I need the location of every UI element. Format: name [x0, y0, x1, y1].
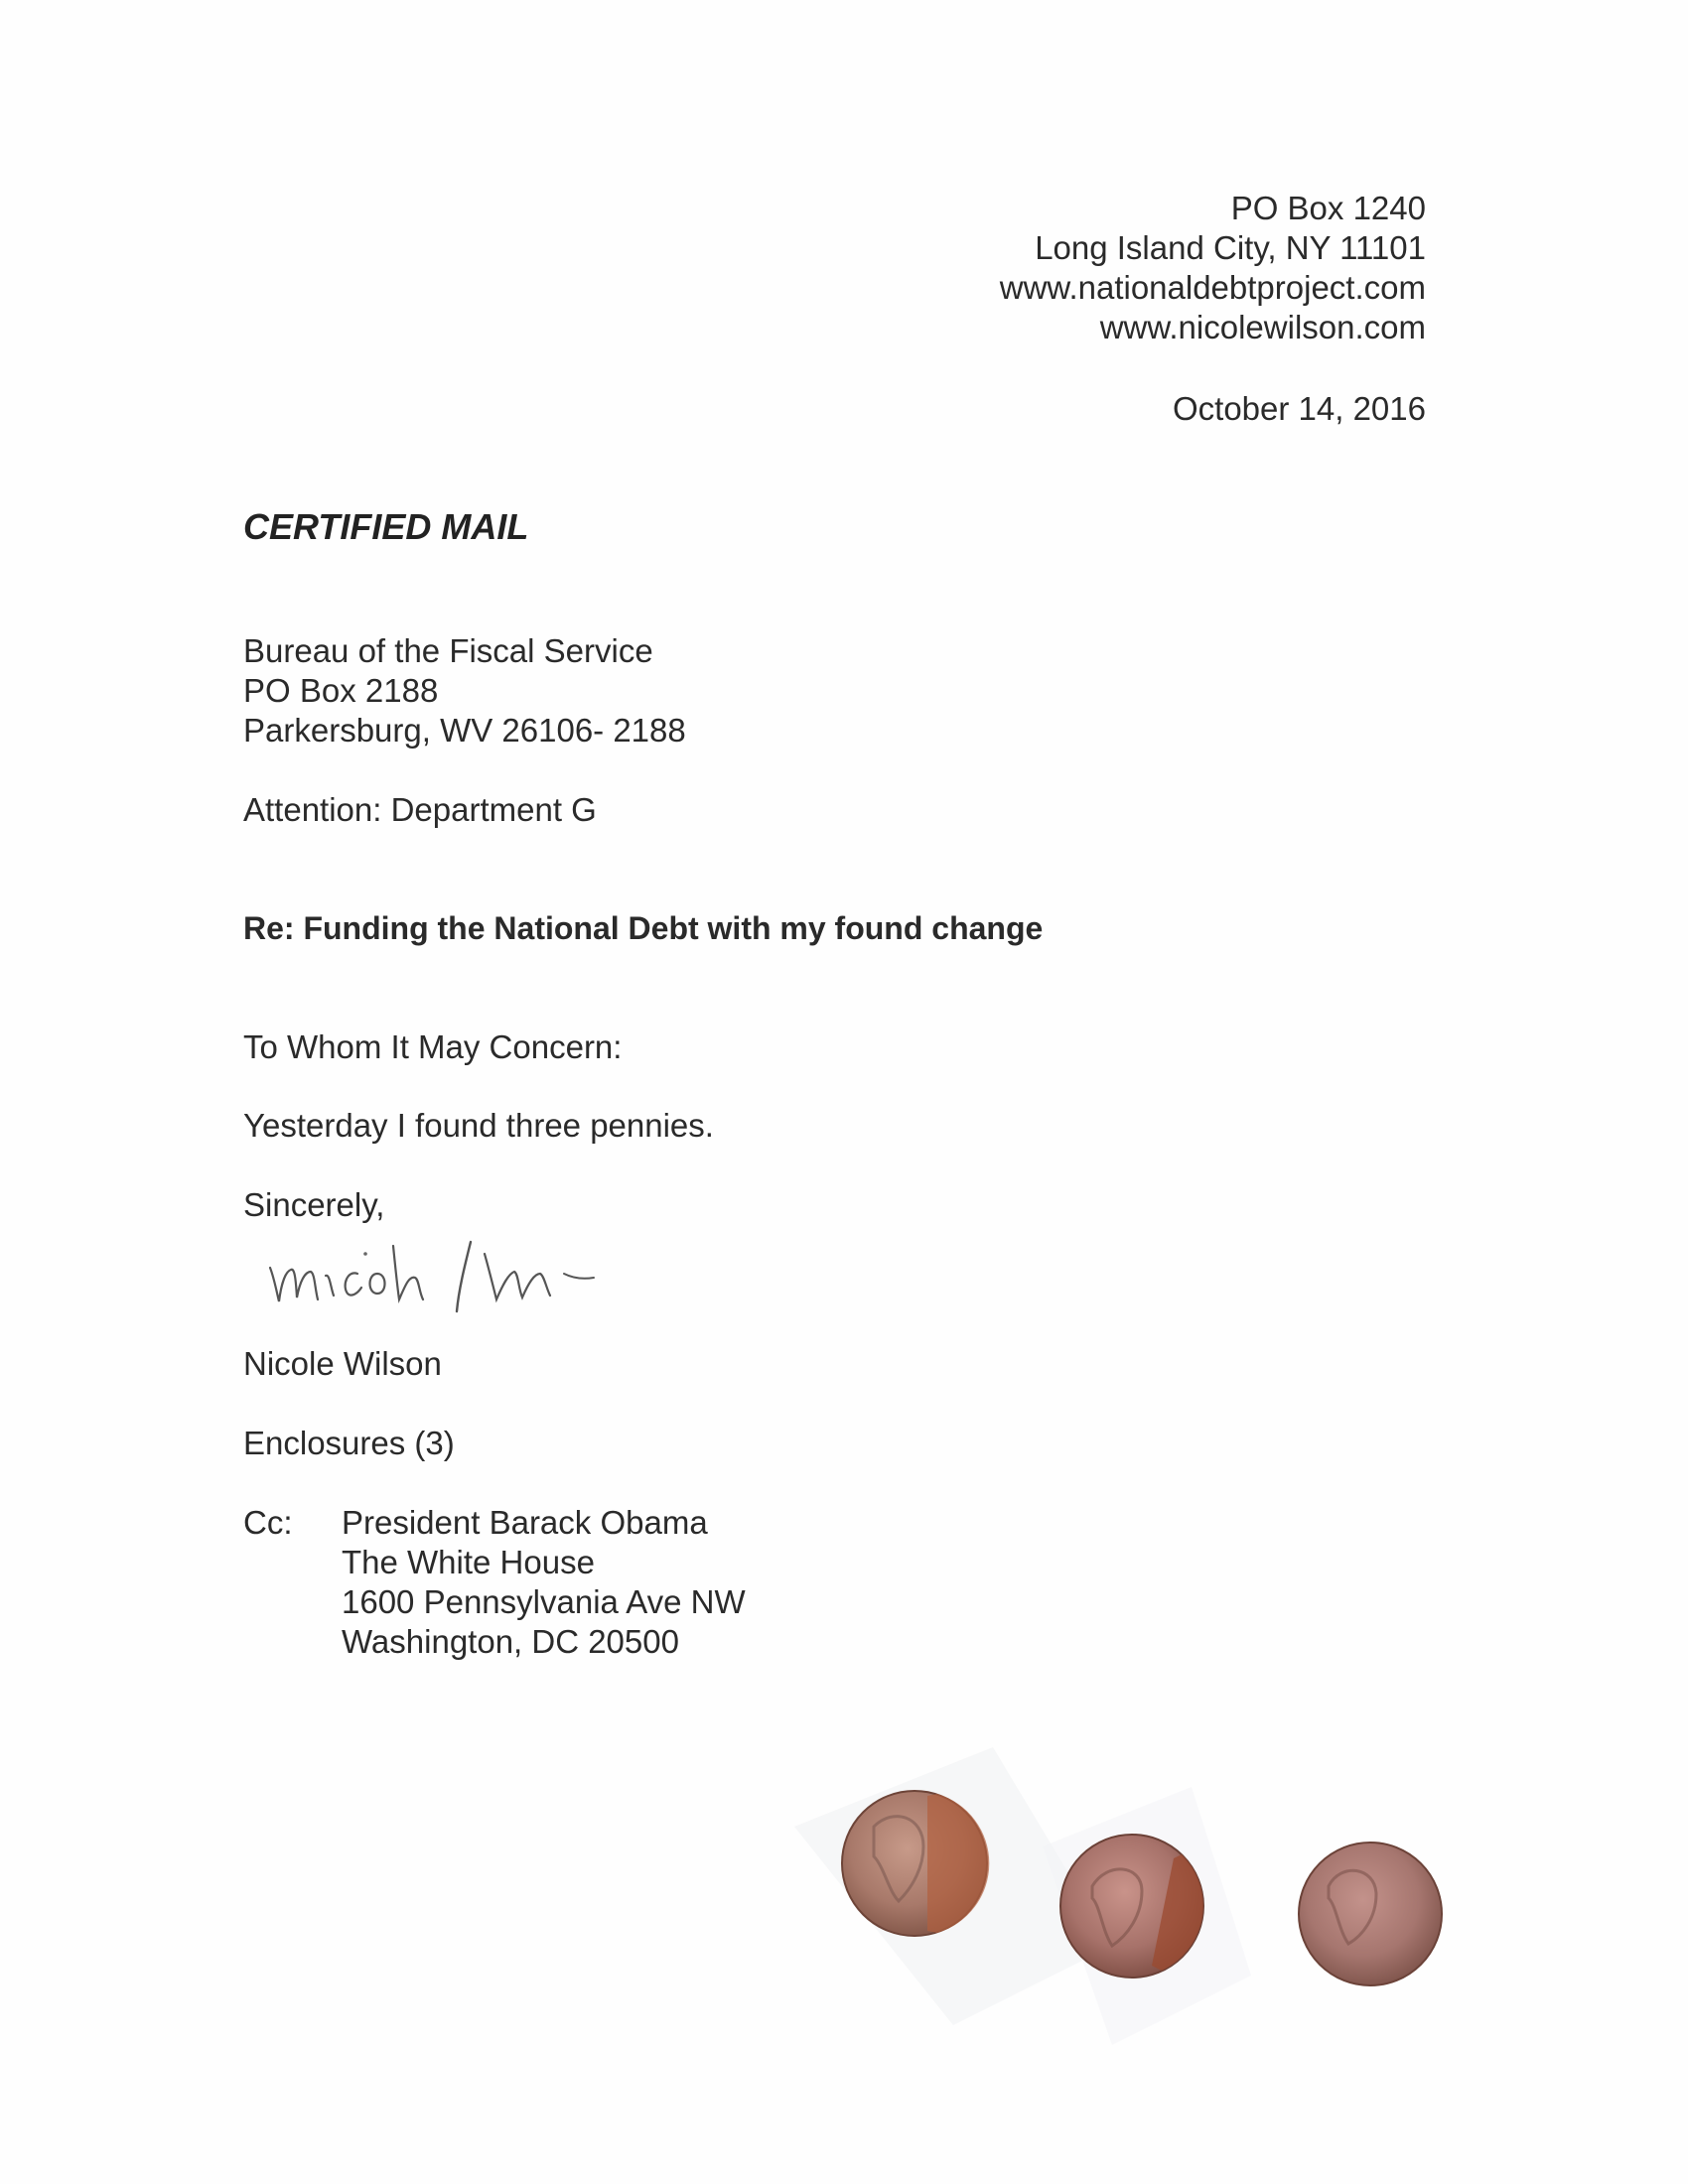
closing: Sincerely, [243, 1186, 385, 1223]
penny-3 [1299, 1843, 1442, 1985]
recipient-line: Parkersburg, WV 26106- 2188 [243, 712, 686, 749]
cc-line: 1600 Pennsylvania Ave NW [342, 1583, 746, 1620]
penny-2 [1060, 1835, 1203, 1978]
enclosures-line: Enclosures (3) [243, 1425, 455, 1461]
handwritten-signature [260, 1216, 697, 1325]
letter-body: Yesterday I found three pennies. [243, 1107, 714, 1144]
return-address [1000, 189, 1426, 347]
return-address-line: Long Island City, NY 11101 [1035, 229, 1426, 266]
subject-line: Re: Funding the National Debt with my found change [243, 910, 1044, 946]
letter-date: October 14, 2016 [1172, 390, 1426, 427]
cc-label: Cc: [243, 1504, 293, 1541]
penny-1 [842, 1791, 989, 1936]
recipient-line: Bureau of the Fiscal Service [243, 632, 653, 669]
return-address-line: PO Box 1240 [1230, 190, 1426, 226]
cc-address [342, 1503, 746, 1662]
cc-line: President Barack Obama [342, 1504, 708, 1541]
attention-line: Attention: Department G [243, 791, 597, 828]
salutation: To Whom It May Concern: [243, 1028, 623, 1065]
cc-line: The White House [342, 1544, 595, 1580]
certified-mail-heading: CERTIFIED MAIL [243, 506, 529, 547]
recipient-address [243, 631, 686, 751]
recipient-line: PO Box 2188 [243, 672, 439, 709]
signer-name: Nicole Wilson [243, 1345, 442, 1382]
return-address-line: www.nationaldebtproject.com [999, 269, 1426, 306]
cc-line: Washington, DC 20500 [342, 1623, 679, 1660]
return-address-line: www.nicolewilson.com [1099, 309, 1426, 345]
